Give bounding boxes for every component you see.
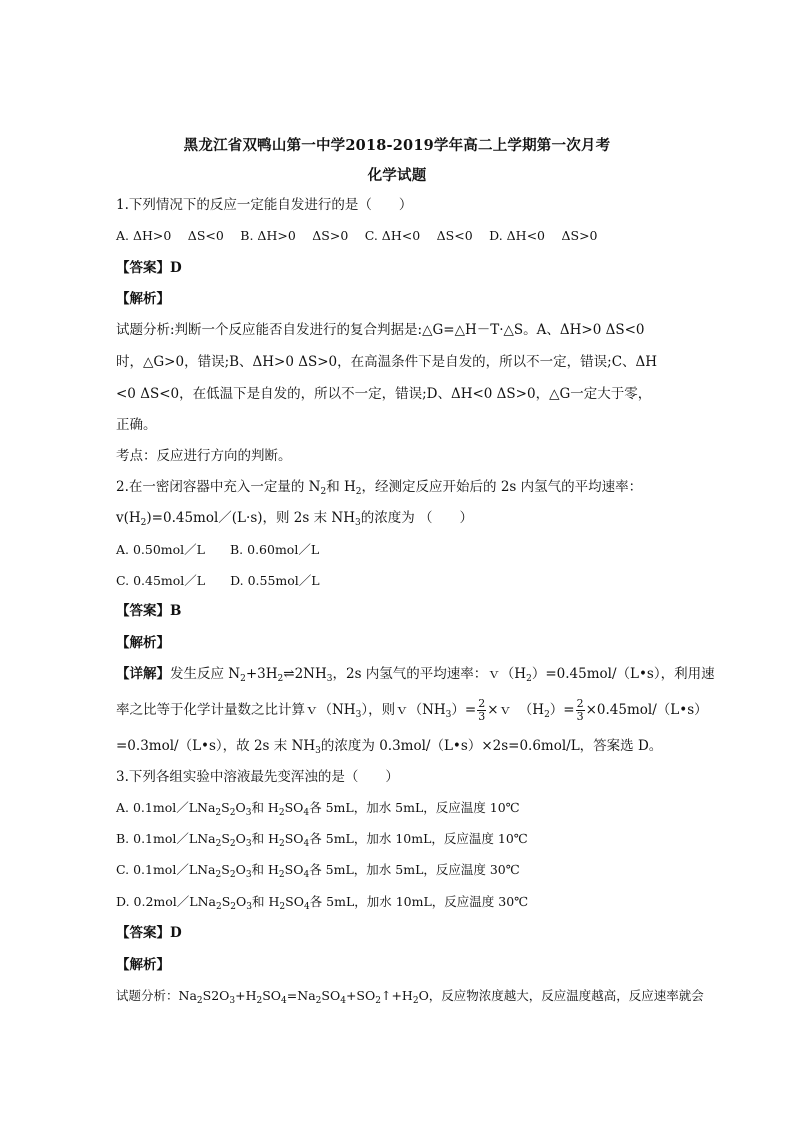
q2-stem: 2.在一密闭容器中充入一定量的 $N_2$和 $H_2$，经测定反应开始后的 2s 内氢气的平均速率：	[116, 479, 643, 497]
q3-stem: 3.下列各组实验中溶液最先变浑浊的是（ ）	[116, 769, 399, 785]
q2-options-1: A. 0.50mol／L B. 0.60mol／L	[116, 542, 320, 557]
q1-analysis-line-2: 时，△G>0，错误;B、ΔH>0 ΔS>0，在高温条件下是自发的，所以不一定，错误;C、ΔH	[116, 354, 658, 370]
q3-answer: 【答案】D	[116, 925, 182, 941]
q2-options-2: C. 0.45mol／L D. 0.55mol／L	[116, 573, 320, 588]
q2-analysis-label: 【解析】	[116, 635, 170, 651]
q1-options: A. ΔH>0 ΔS<0 B. ΔH>0 ΔS>0 C. ΔH<0 ΔS<0 D. ΔH<0 ΔS>0	[116, 228, 598, 243]
q1-analysis-line-3: <0 ΔS<0，在低温下是自发的，所以不一定，错误;D、ΔH<0 ΔS>0，△G一定大于零，	[116, 386, 652, 402]
q1-analysis-label: 【解析】	[116, 291, 170, 307]
q1-answer: 【答案】D	[116, 260, 182, 276]
q1-topic: 考点：反应进行方向的判断。	[116, 448, 292, 464]
q3-option-c: C. $0.1mol/LNa_2S_2O_3$和 $H_2SO_4$各 5mL，加水 5mL，反应温度 30℃	[116, 862, 520, 880]
fraction-two-thirds: $\frac{2}{3}$	[478, 697, 486, 723]
q1-analysis-line-4: 正确。	[116, 417, 157, 433]
q2-stem-line-2: $v(H_2)=0.45mol/(L\cdot s)$，则 2s 末 $NH_3$的浓度为 （ ）	[116, 510, 474, 528]
q1-analysis-line-1: 试题分析:判断一个反应能否自发进行的复合判据是:△G=△H－T·△S。A、ΔH>0 ΔS<0	[116, 322, 645, 338]
q1-stem: 1.下列情况下的反应一定能自发进行的是（ ）	[116, 197, 413, 213]
q3-option-b: B. $0.1mol/LNa_2S_2O_3$和 $H_2SO_4$各 5mL，加水 10mL，反应温度 10℃	[116, 831, 528, 849]
q3-analysis-label: 【解析】	[116, 957, 170, 973]
q3-option-d: D. $0.2mol/LNa_2S_2O_3$和 $H_2SO_4$各 5mL，加水 10mL，反应温度 30℃	[116, 894, 529, 912]
q2-answer: 【答案】B	[116, 603, 182, 619]
document-title: 黑龙江省双鸭山第一中学2018-2019学年高二上学期第一次月考	[183, 137, 611, 154]
q3-analysis-line-1: 试题分析：$Na_2S2O_3+H_2SO_4=Na_2SO_4+SO_2↑+H_2O$，反应物浓度越大，反应温度越高，反应速率就会	[116, 988, 704, 1006]
document-subtitle: 化学试题	[367, 167, 427, 184]
q2-detail-line-2: 率之比等于化学计量数之比计算$v(NH_3)$，则$v(NH_3)=$ $\frac{2}{3}$ ×ｖ $(H_2)=$ $\frac{2}{3}$ ×0.45mol/（L•s）	[116, 697, 708, 723]
q2-detail-line-1: 【详解】发生反应 $N_2+3H_2\rightleftharpoons 2NH_3$，2s 内氢气的平均速率：$v(H_2)=0.45mol/(L•s)$，利用速	[116, 666, 715, 684]
q3-option-a: A. $0.1mol/LNa_2S_2O_3$和 $H_2SO_4$各 5mL，加水 5mL，反应温度 10℃	[116, 800, 520, 818]
q2-detail-label: 【详解】	[116, 666, 170, 682]
fraction-two-thirds-2: $\frac{2}{3}$	[576, 697, 584, 723]
q2-detail-line-3: =0.3mol/（L•s），故 2s 末 $NH_3$的浓度为 0.3mol/（L•s）×2s=0.6mol/L，答案选 D。	[116, 738, 663, 756]
